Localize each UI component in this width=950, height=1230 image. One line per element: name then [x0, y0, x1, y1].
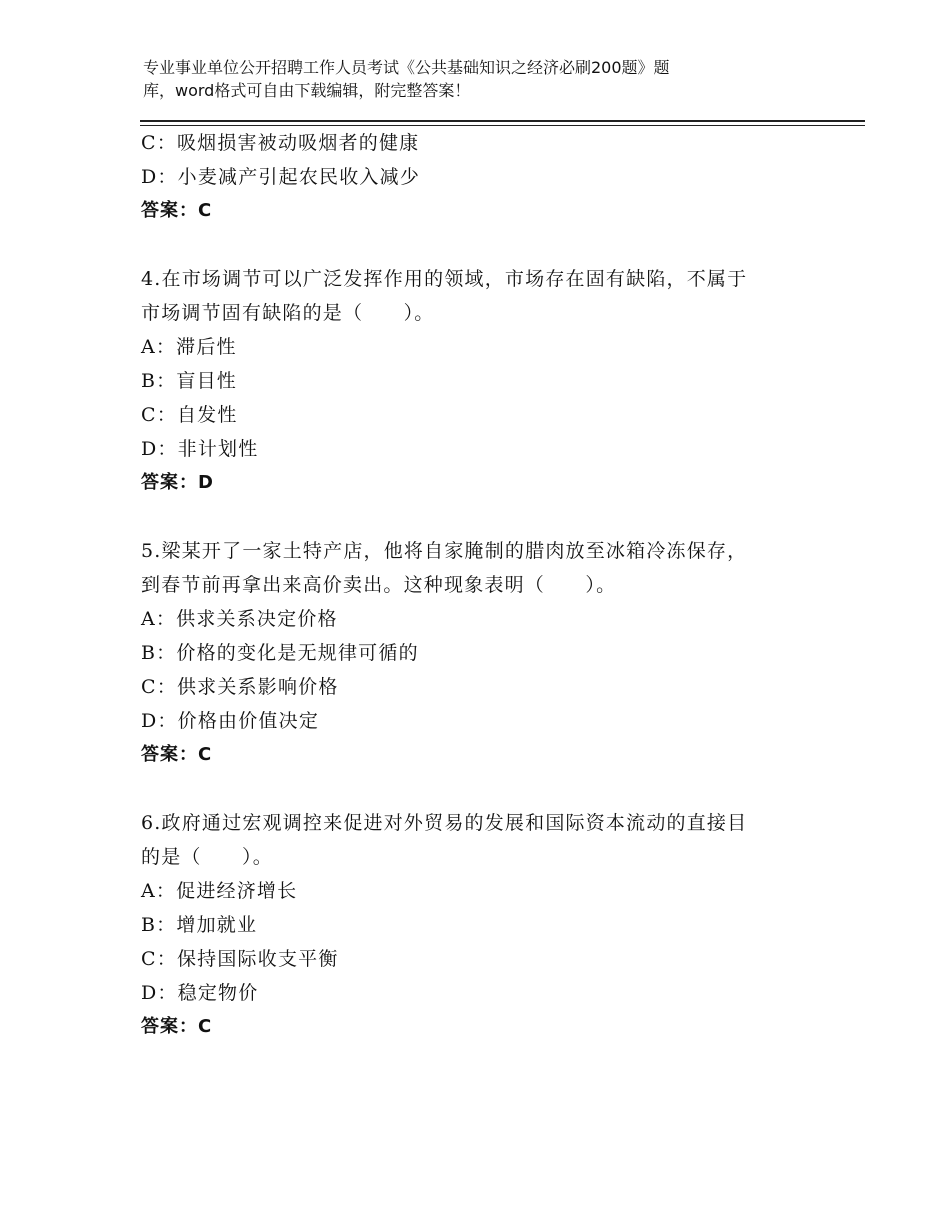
question-content — [141, 126, 821, 1044]
answer-label: 答案：C — [141, 1016, 213, 1037]
question-6 — [141, 806, 821, 1044]
question-stem — [141, 262, 821, 330]
document-header — [143, 56, 783, 102]
answer-label: 答案：C — [141, 200, 213, 221]
answer-label: 答案：D — [141, 472, 214, 493]
question-stem-line: 的是（ ）。 — [141, 846, 273, 868]
option-a: A：供求关系决定价格 — [141, 608, 338, 630]
question-stem — [141, 534, 821, 602]
question-4 — [141, 262, 821, 500]
question-5 — [141, 534, 821, 772]
question-stem-line: 市场调节固有缺陷的是（ ）。 — [141, 302, 435, 324]
header-title-line-1: 专业事业单位公开招聘工作人员考试《公共基础知识之经济必刷200题》题 — [143, 58, 670, 77]
option-c: C：保持国际收支平衡 — [141, 948, 339, 970]
option-c: C：自发性 — [141, 404, 238, 426]
question-stem-line: 5.梁某开了一家土特产店，他将自家腌制的腊肉放至冰箱冷冻保存， — [141, 540, 748, 562]
option-a: A：滞后性 — [141, 336, 237, 358]
question-stem-line: 4.在市场调节可以广泛发挥作用的领域，市场存在固有缺陷，不属于 — [141, 268, 748, 290]
option-b: B：价格的变化是无规律可循的 — [141, 642, 419, 664]
question-stem — [141, 806, 821, 874]
option-a: A：促进经济增长 — [141, 880, 298, 902]
option-d: D：价格由价值决定 — [141, 710, 320, 732]
option-d: D：小麦减产引起农民收入减少 — [141, 166, 421, 188]
question-stem-line: 到春节前再拿出来高价卖出。这种现象表明（ ）。 — [141, 574, 617, 596]
header-title-line-2: 库，word格式可自由下载编辑，附完整答案！ — [143, 81, 471, 100]
option-b: B：盲目性 — [141, 370, 237, 392]
option-d: D：非计划性 — [141, 438, 259, 460]
option-b: B：增加就业 — [141, 914, 258, 936]
question-3-tail — [141, 126, 821, 228]
option-c: C：吸烟损害被动吸烟者的健康 — [141, 132, 420, 154]
answer-label: 答案：C — [141, 744, 213, 765]
option-d: D：稳定物价 — [141, 982, 259, 1004]
option-c: C：供求关系影响价格 — [141, 676, 339, 698]
header-divider-thick — [140, 120, 865, 122]
question-stem-line: 6.政府通过宏观调控来促进对外贸易的发展和国际资本流动的直接目 — [141, 812, 748, 834]
